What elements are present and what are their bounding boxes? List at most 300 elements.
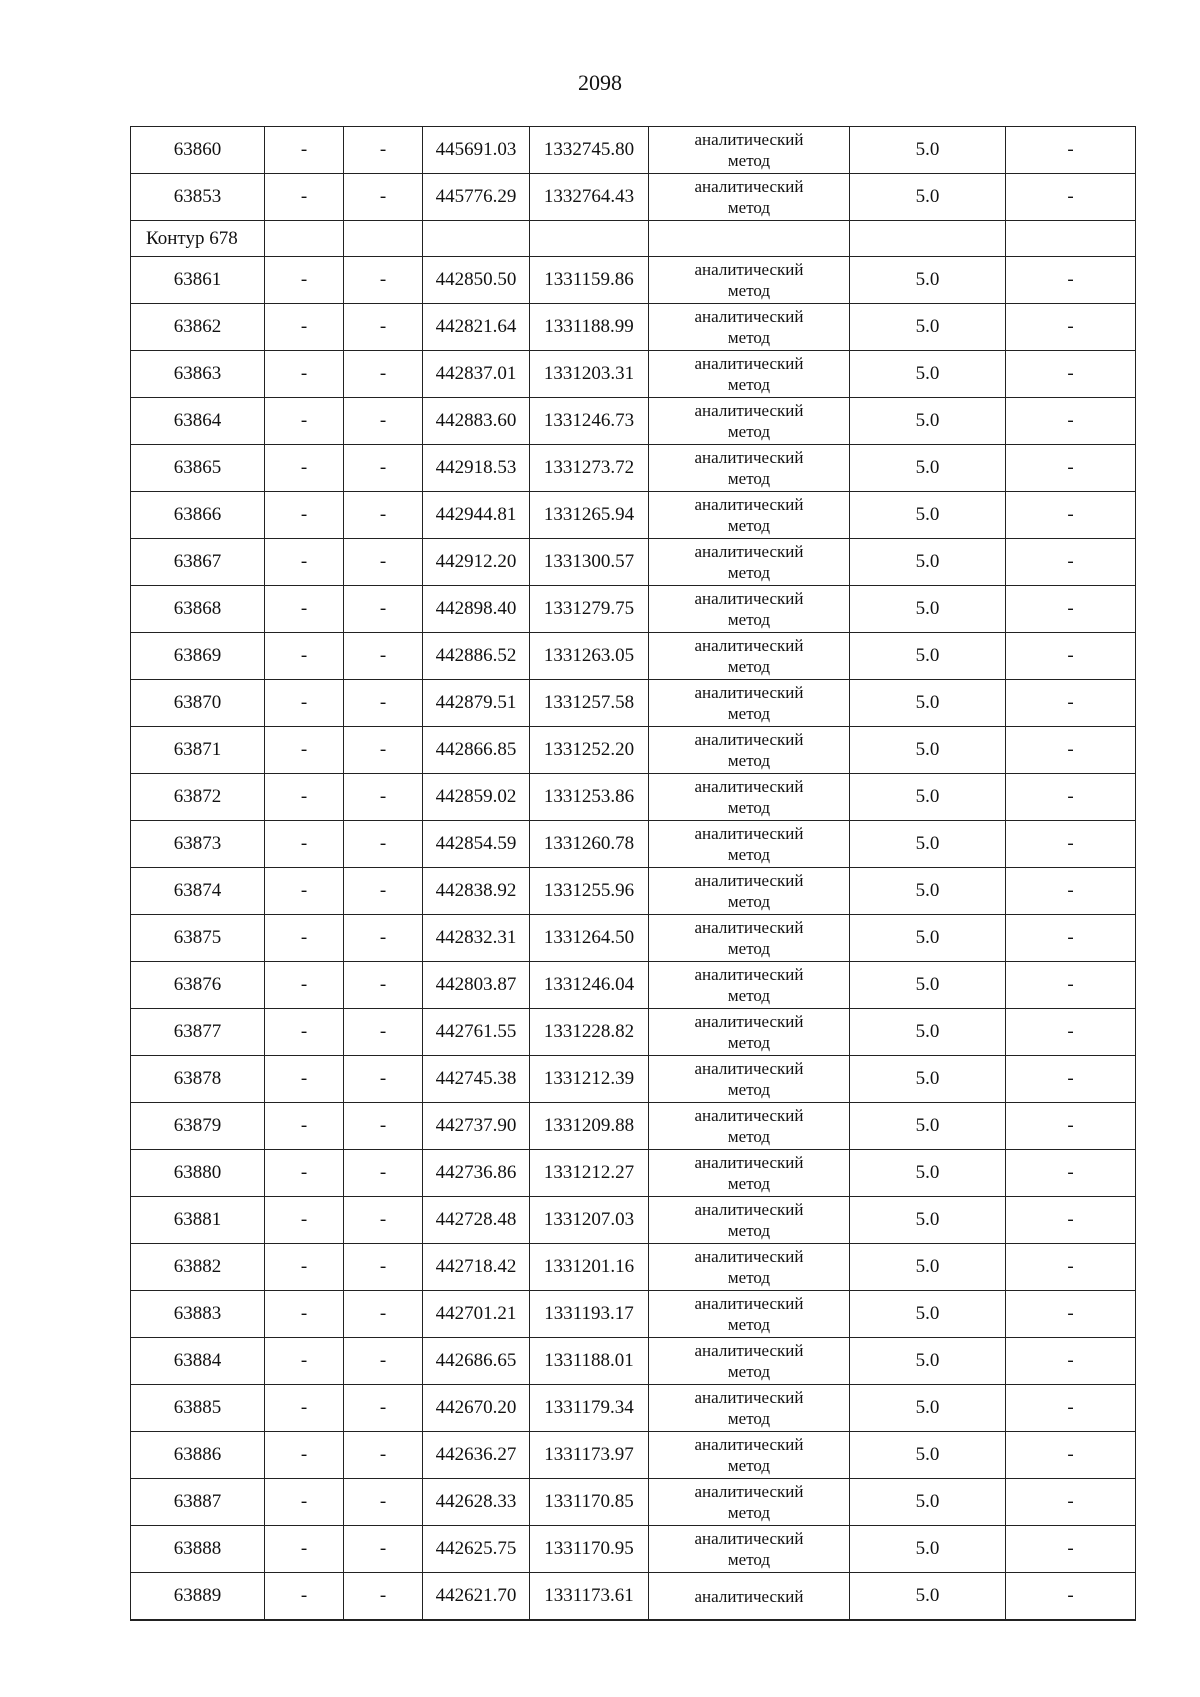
dash-cell: - [1006, 174, 1136, 221]
dash-cell: - [265, 1338, 344, 1385]
x-coordinate-cell: 442686.65 [423, 1338, 530, 1385]
dash-cell: - [265, 1150, 344, 1197]
method-line-1: аналитический [694, 777, 804, 796]
point-number-cell: 63880 [131, 1150, 265, 1197]
table-row [131, 633, 1136, 680]
table-row [131, 1432, 1136, 1479]
x-coordinate-cell: 442670.20 [423, 1385, 530, 1432]
method-line-2: метод [727, 422, 771, 441]
point-number-cell: 63889 [131, 1573, 265, 1621]
method-line-2: метод [727, 516, 771, 535]
dash-cell: - [265, 1479, 344, 1526]
accuracy-cell: 5.0 [850, 1432, 1006, 1479]
method-line-1: аналитический [694, 1294, 804, 1313]
table-row [131, 915, 1136, 962]
method-line-1: аналитический [694, 918, 804, 937]
method-line-2: метод [727, 198, 771, 217]
method-line-2: метод [727, 1409, 771, 1428]
table-row [131, 398, 1136, 445]
section-row [131, 221, 1136, 257]
point-number-cell: 63870 [131, 680, 265, 727]
y-coordinate-cell: 1331264.50 [530, 915, 649, 962]
point-number-cell: 63869 [131, 633, 265, 680]
dash-cell: - [344, 962, 423, 1009]
dash-cell: - [344, 1009, 423, 1056]
method-cell [649, 1385, 850, 1432]
method-line-2: метод [727, 892, 771, 911]
dash-cell: - [265, 727, 344, 774]
method-cell [649, 492, 850, 539]
dash-cell: - [1006, 445, 1136, 492]
method-cell [649, 1338, 850, 1385]
empty-cell [649, 221, 850, 257]
method-line-1: аналитический [694, 1482, 804, 1501]
method-line-1: аналитический [694, 401, 804, 420]
accuracy-cell: 5.0 [850, 727, 1006, 774]
dash-cell: - [1006, 821, 1136, 868]
method-line-2: метод [727, 1268, 771, 1287]
x-coordinate-cell: 445691.03 [423, 127, 530, 174]
dash-cell: - [344, 1197, 423, 1244]
point-number-cell: 63867 [131, 539, 265, 586]
dash-cell: - [1006, 1150, 1136, 1197]
method-cell [649, 821, 850, 868]
point-number-cell: 63888 [131, 1526, 265, 1573]
accuracy-cell: 5.0 [850, 1103, 1006, 1150]
accuracy-cell: 5.0 [850, 1197, 1006, 1244]
point-number-cell: 63878 [131, 1056, 265, 1103]
table-row [131, 351, 1136, 398]
dash-cell: - [265, 1385, 344, 1432]
method-cell [649, 1009, 850, 1056]
method-line-2: метод [727, 1503, 771, 1522]
table-row [131, 1573, 1136, 1621]
x-coordinate-cell: 442838.92 [423, 868, 530, 915]
method-line-2: метод [727, 798, 771, 817]
method-line-2: метод [727, 704, 771, 723]
accuracy-cell: 5.0 [850, 868, 1006, 915]
dash-cell: - [265, 962, 344, 1009]
x-coordinate-cell: 442898.40 [423, 586, 530, 633]
dash-cell: - [344, 351, 423, 398]
y-coordinate-cell: 1331159.86 [530, 257, 649, 304]
y-coordinate-cell: 1331263.05 [530, 633, 649, 680]
method-cell [649, 1526, 850, 1573]
point-number-cell: 63862 [131, 304, 265, 351]
point-number-cell: 63864 [131, 398, 265, 445]
method-cell [649, 915, 850, 962]
x-coordinate-cell: 442628.33 [423, 1479, 530, 1526]
point-number-cell: 63868 [131, 586, 265, 633]
accuracy-cell: 5.0 [850, 915, 1006, 962]
y-coordinate-cell: 1331173.97 [530, 1432, 649, 1479]
y-coordinate-cell: 1331252.20 [530, 727, 649, 774]
dash-cell: - [1006, 868, 1136, 915]
y-coordinate-cell: 1331246.73 [530, 398, 649, 445]
dash-cell: - [1006, 1197, 1136, 1244]
method-line-2: метод [727, 1315, 771, 1334]
dash-cell: - [1006, 304, 1136, 351]
method-line-2: метод [727, 657, 771, 676]
dash-cell: - [344, 915, 423, 962]
y-coordinate-cell: 1331228.82 [530, 1009, 649, 1056]
table-row [131, 962, 1136, 1009]
table-row [131, 1526, 1136, 1573]
point-number-cell: 63881 [131, 1197, 265, 1244]
table-row [131, 1009, 1136, 1056]
dash-cell: - [344, 127, 423, 174]
dash-cell: - [344, 1291, 423, 1338]
table-row [131, 1056, 1136, 1103]
y-coordinate-cell: 1331170.95 [530, 1526, 649, 1573]
dash-cell: - [265, 1432, 344, 1479]
dash-cell: - [1006, 1479, 1136, 1526]
x-coordinate-cell: 442803.87 [423, 962, 530, 1009]
table-row [131, 445, 1136, 492]
method-line-2: метод [727, 328, 771, 347]
method-line-2: метод [727, 751, 771, 770]
method-line-1: аналитический [694, 260, 804, 279]
x-coordinate-cell: 442866.85 [423, 727, 530, 774]
table-row [131, 127, 1136, 174]
method-line-2: метод [727, 1362, 771, 1381]
method-cell [649, 962, 850, 1009]
table-row [131, 821, 1136, 868]
method-line-1: аналитический [694, 495, 804, 514]
dash-cell: - [265, 445, 344, 492]
dash-cell: - [344, 680, 423, 727]
point-number-cell: 63877 [131, 1009, 265, 1056]
empty-cell [530, 221, 649, 257]
table-row [131, 1197, 1136, 1244]
point-number-cell: 63873 [131, 821, 265, 868]
empty-cell [344, 221, 423, 257]
table-row [131, 1338, 1136, 1385]
point-number-cell: 63853 [131, 174, 265, 221]
method-cell [649, 1479, 850, 1526]
accuracy-cell: 5.0 [850, 774, 1006, 821]
point-number-cell: 63874 [131, 868, 265, 915]
y-coordinate-cell: 1331203.31 [530, 351, 649, 398]
method-line-1: аналитический [694, 448, 804, 467]
point-number-cell: 63872 [131, 774, 265, 821]
method-line-2: метод [727, 986, 771, 1005]
x-coordinate-cell: 442745.38 [423, 1056, 530, 1103]
method-line-1: аналитический [694, 1059, 804, 1078]
point-number-cell: 63883 [131, 1291, 265, 1338]
point-number-cell: 63882 [131, 1244, 265, 1291]
accuracy-cell: 5.0 [850, 398, 1006, 445]
accuracy-cell: 5.0 [850, 821, 1006, 868]
method-cell [649, 351, 850, 398]
empty-cell [423, 221, 530, 257]
dash-cell: - [1006, 1056, 1136, 1103]
y-coordinate-cell: 1331265.94 [530, 492, 649, 539]
table-row [131, 680, 1136, 727]
method-line-2: метод [727, 281, 771, 300]
x-coordinate-cell: 442636.27 [423, 1432, 530, 1479]
method-cell [649, 1150, 850, 1197]
dash-cell: - [1006, 127, 1136, 174]
dash-cell: - [1006, 633, 1136, 680]
empty-cell [265, 221, 344, 257]
dash-cell: - [265, 868, 344, 915]
accuracy-cell: 5.0 [850, 304, 1006, 351]
dash-cell: - [1006, 351, 1136, 398]
method-cell [649, 1432, 850, 1479]
accuracy-cell: 5.0 [850, 1479, 1006, 1526]
y-coordinate-cell: 1331173.61 [530, 1573, 649, 1621]
dash-cell: - [344, 774, 423, 821]
method-cell [649, 257, 850, 304]
method-line-2: метод [727, 1033, 771, 1052]
table-row [131, 727, 1136, 774]
dash-cell: - [344, 1244, 423, 1291]
dash-cell: - [265, 1103, 344, 1150]
dash-cell: - [344, 1385, 423, 1432]
accuracy-cell: 5.0 [850, 174, 1006, 221]
x-coordinate-cell: 442883.60 [423, 398, 530, 445]
accuracy-cell: 5.0 [850, 127, 1006, 174]
accuracy-cell: 5.0 [850, 1244, 1006, 1291]
accuracy-cell: 5.0 [850, 539, 1006, 586]
point-number-cell: 63860 [131, 127, 265, 174]
dash-cell: - [265, 174, 344, 221]
method-cell [649, 1103, 850, 1150]
table-row [131, 774, 1136, 821]
method-cell [649, 1244, 850, 1291]
dash-cell: - [1006, 1244, 1136, 1291]
accuracy-cell: 5.0 [850, 1526, 1006, 1573]
table-row [131, 257, 1136, 304]
method-line-1: аналитический [694, 636, 804, 655]
y-coordinate-cell: 1331253.86 [530, 774, 649, 821]
method-line-1: аналитический [694, 1012, 804, 1031]
dash-cell: - [265, 127, 344, 174]
table-row [131, 304, 1136, 351]
accuracy-cell: 5.0 [850, 351, 1006, 398]
dash-cell: - [344, 586, 423, 633]
method-line-2: метод [727, 563, 771, 582]
method-cell [649, 774, 850, 821]
accuracy-cell: 5.0 [850, 1385, 1006, 1432]
method-line-2: метод [727, 1221, 771, 1240]
dash-cell: - [265, 1573, 344, 1621]
x-coordinate-cell: 445776.29 [423, 174, 530, 221]
dash-cell: - [344, 1150, 423, 1197]
accuracy-cell: 5.0 [850, 445, 1006, 492]
table-row [131, 1291, 1136, 1338]
x-coordinate-cell: 442944.81 [423, 492, 530, 539]
dash-cell: - [265, 1009, 344, 1056]
dash-cell: - [344, 1103, 423, 1150]
dash-cell: - [1006, 774, 1136, 821]
dash-cell: - [344, 492, 423, 539]
table-row [131, 868, 1136, 915]
dash-cell: - [1006, 1526, 1136, 1573]
dash-cell: - [344, 633, 423, 680]
page-number: 2098 [578, 70, 622, 95]
method-cell [649, 1573, 850, 1621]
y-coordinate-cell: 1332764.43 [530, 174, 649, 221]
method-cell [649, 398, 850, 445]
method-cell [649, 445, 850, 492]
x-coordinate-cell: 442879.51 [423, 680, 530, 727]
dash-cell: - [344, 727, 423, 774]
dash-cell: - [344, 1526, 423, 1573]
method-cell [649, 1056, 850, 1103]
method-line-1: аналитический [694, 824, 804, 843]
method-line-1: аналитический [694, 1586, 804, 1606]
method-line-1: аналитический [694, 1341, 804, 1360]
method-line-2: метод [727, 939, 771, 958]
y-coordinate-cell: 1331279.75 [530, 586, 649, 633]
method-line-2: метод [727, 469, 771, 488]
table-row [131, 586, 1136, 633]
dash-cell: - [1006, 1432, 1136, 1479]
accuracy-cell: 5.0 [850, 586, 1006, 633]
dash-cell: - [344, 821, 423, 868]
dash-cell: - [1006, 1338, 1136, 1385]
method-line-1: аналитический [694, 1388, 804, 1407]
y-coordinate-cell: 1331260.78 [530, 821, 649, 868]
method-line-1: аналитический [694, 965, 804, 984]
dash-cell: - [344, 398, 423, 445]
dash-cell: - [265, 351, 344, 398]
dash-cell: - [265, 680, 344, 727]
dash-cell: - [344, 868, 423, 915]
table-row [131, 492, 1136, 539]
x-coordinate-cell: 442912.20 [423, 539, 530, 586]
dash-cell: - [1006, 1103, 1136, 1150]
dash-cell: - [1006, 680, 1136, 727]
method-line-1: аналитический [694, 542, 804, 561]
method-line-2: метод [727, 1174, 771, 1193]
dash-cell: - [344, 1573, 423, 1621]
y-coordinate-cell: 1331212.27 [530, 1150, 649, 1197]
y-coordinate-cell: 1331188.01 [530, 1338, 649, 1385]
dash-cell: - [344, 1056, 423, 1103]
dash-cell: - [265, 774, 344, 821]
method-cell [649, 727, 850, 774]
method-cell [649, 680, 850, 727]
dash-cell: - [1006, 586, 1136, 633]
table-row [131, 1103, 1136, 1150]
dash-cell: - [1006, 1573, 1136, 1621]
method-line-1: аналитический [694, 130, 804, 149]
y-coordinate-cell: 1331300.57 [530, 539, 649, 586]
point-number-cell: 63887 [131, 1479, 265, 1526]
method-cell [649, 174, 850, 221]
accuracy-cell: 5.0 [850, 633, 1006, 680]
dash-cell: - [344, 1479, 423, 1526]
point-number-cell: 63879 [131, 1103, 265, 1150]
dash-cell: - [1006, 1385, 1136, 1432]
section-label: Контур 678 [131, 221, 265, 257]
dash-cell: - [265, 1244, 344, 1291]
method-line-2: метод [727, 151, 771, 170]
method-line-2: метод [727, 375, 771, 394]
dash-cell: - [344, 304, 423, 351]
method-line-1: аналитический [694, 871, 804, 890]
table-body [131, 127, 1136, 1621]
method-line-1: аналитический [694, 177, 804, 196]
method-cell [649, 586, 850, 633]
dash-cell: - [265, 915, 344, 962]
x-coordinate-cell: 442736.86 [423, 1150, 530, 1197]
y-coordinate-cell: 1331212.39 [530, 1056, 649, 1103]
dash-cell: - [1006, 398, 1136, 445]
point-number-cell: 63876 [131, 962, 265, 1009]
dash-cell: - [265, 821, 344, 868]
y-coordinate-cell: 1331246.04 [530, 962, 649, 1009]
x-coordinate-cell: 442918.53 [423, 445, 530, 492]
y-coordinate-cell: 1331257.58 [530, 680, 649, 727]
dash-cell: - [1006, 492, 1136, 539]
accuracy-cell: 5.0 [850, 680, 1006, 727]
accuracy-cell: 5.0 [850, 1573, 1006, 1621]
dash-cell: - [265, 304, 344, 351]
dash-cell: - [265, 398, 344, 445]
method-line-1: аналитический [694, 683, 804, 702]
x-coordinate-cell: 442625.75 [423, 1526, 530, 1573]
method-line-2: метод [727, 610, 771, 629]
y-coordinate-cell: 1331255.96 [530, 868, 649, 915]
table-row [131, 1385, 1136, 1432]
dash-cell: - [265, 539, 344, 586]
method-line-1: аналитический [694, 1435, 804, 1454]
point-number-cell: 63875 [131, 915, 265, 962]
x-coordinate-cell: 442837.01 [423, 351, 530, 398]
accuracy-cell: 5.0 [850, 492, 1006, 539]
table-row [131, 1150, 1136, 1197]
dash-cell: - [1006, 257, 1136, 304]
point-number-cell: 63865 [131, 445, 265, 492]
method-cell [649, 304, 850, 351]
x-coordinate-cell: 442854.59 [423, 821, 530, 868]
x-coordinate-cell: 442728.48 [423, 1197, 530, 1244]
method-cell [649, 868, 850, 915]
table-row [131, 1244, 1136, 1291]
dash-cell: - [265, 492, 344, 539]
dash-cell: - [265, 1526, 344, 1573]
dash-cell: - [344, 1338, 423, 1385]
method-cell [649, 539, 850, 586]
accuracy-cell: 5.0 [850, 1056, 1006, 1103]
table-row [131, 1479, 1136, 1526]
accuracy-cell: 5.0 [850, 257, 1006, 304]
x-coordinate-cell: 442621.70 [423, 1573, 530, 1621]
dash-cell: - [1006, 727, 1136, 774]
method-cell [649, 1197, 850, 1244]
dash-cell: - [344, 1432, 423, 1479]
accuracy-cell: 5.0 [850, 1338, 1006, 1385]
dash-cell: - [265, 1291, 344, 1338]
accuracy-cell: 5.0 [850, 1009, 1006, 1056]
dash-cell: - [344, 539, 423, 586]
method-line-1: аналитический [694, 730, 804, 749]
x-coordinate-cell: 442859.02 [423, 774, 530, 821]
y-coordinate-cell: 1331209.88 [530, 1103, 649, 1150]
method-line-2: метод [727, 1550, 771, 1569]
table-row [131, 539, 1136, 586]
dash-cell: - [1006, 915, 1136, 962]
dash-cell: - [265, 633, 344, 680]
dash-cell: - [344, 445, 423, 492]
method-line-1: аналитический [694, 589, 804, 608]
x-coordinate-cell: 442718.42 [423, 1244, 530, 1291]
x-coordinate-cell: 442821.64 [423, 304, 530, 351]
